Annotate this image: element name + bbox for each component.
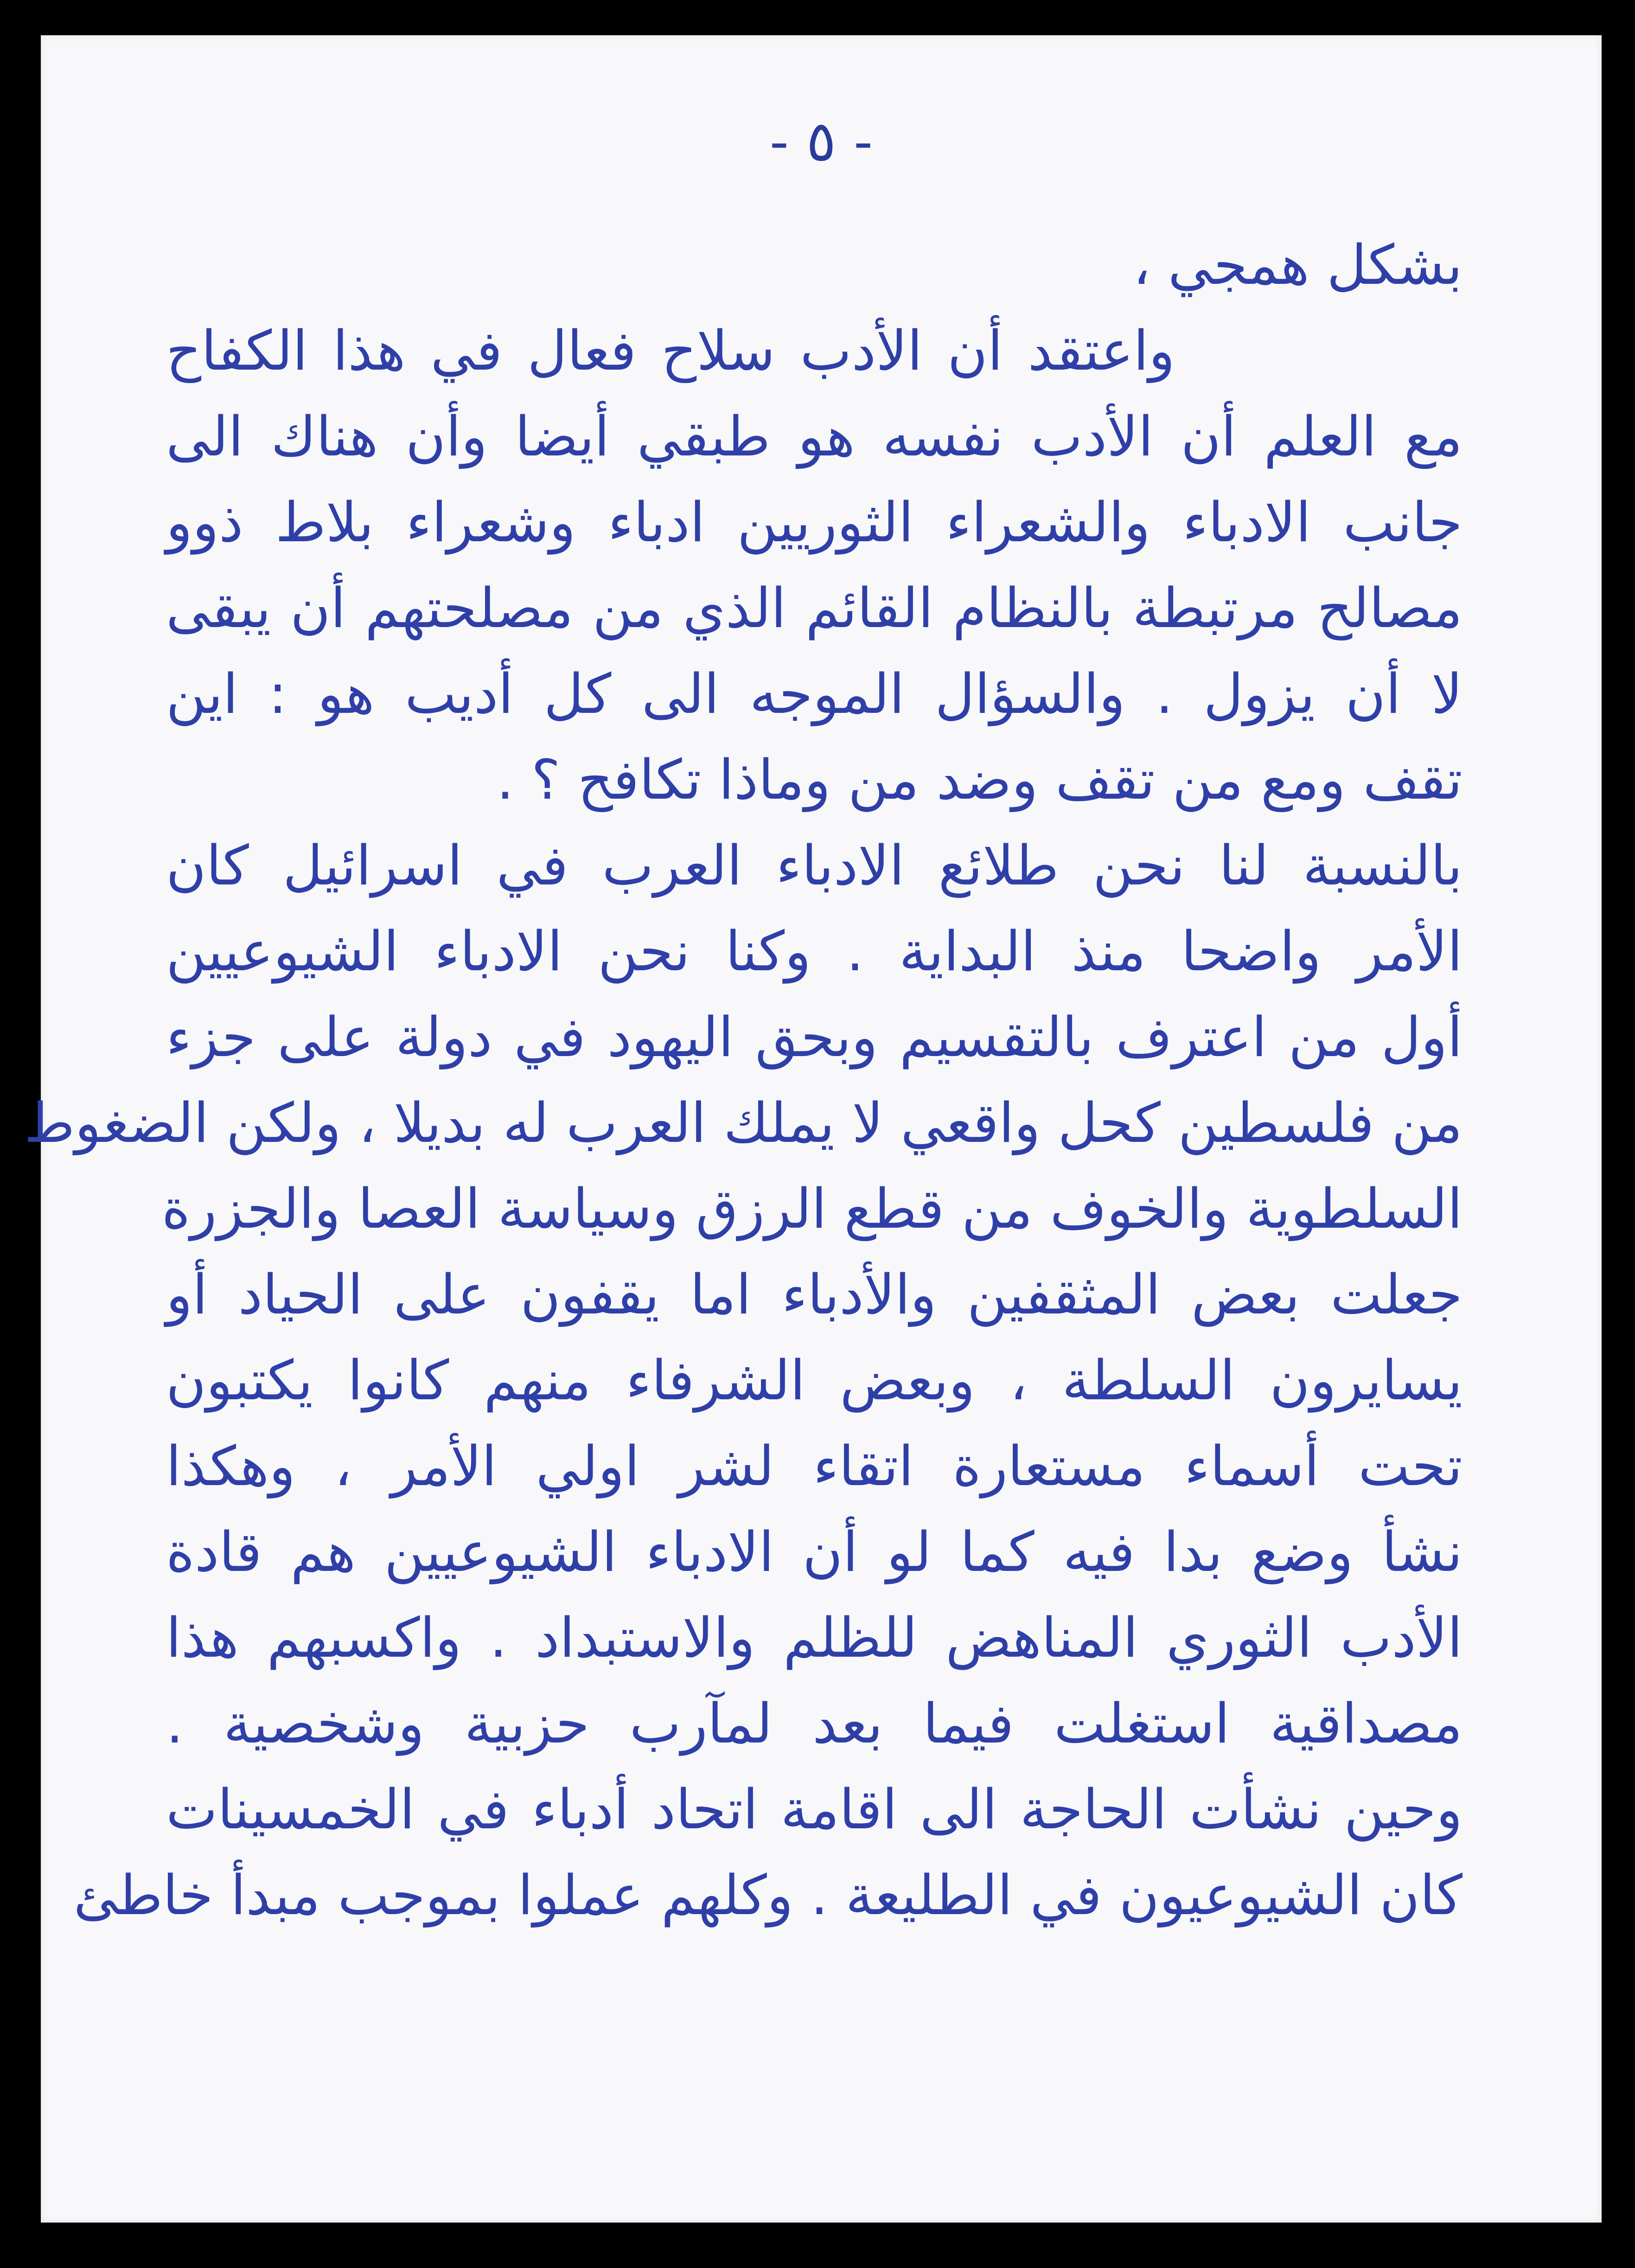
text-line: بالنسبة لنا نحن طلائع الادباء العرب في اسرائيل كان <box>166 833 1463 897</box>
manuscript-page <box>24 35 1602 2223</box>
text-line: أول من اعترف بالتقسيم وبحق اليهود في دولة على جزء <box>166 1005 1463 1069</box>
text-line: لا أن يزول . والسؤال الموجه الى كل أديب هو : اين <box>166 662 1463 726</box>
text-line: كان الشيوعيون في الطليعة . وكلهم عملوا بموجب مبدأ خاطئ <box>73 1863 1463 1927</box>
text-line: الأمر واضحا منذ البداية . وكنا نحن الادباء الشيوعيين <box>166 919 1463 983</box>
text-line: بشكل همجي ، <box>1133 233 1463 297</box>
text-line: جانب الادباء والشعراء الثوريين ادباء وشعراء بلاط ذوو <box>166 490 1463 554</box>
text-line: الأدب الثوري المناهض للظلم والاستبداد . واكسبهم هذا <box>166 1606 1463 1670</box>
text-line: تحت أسماء مستعارة اتقاء لشر اولي الأمر ، وهكذا <box>166 1434 1463 1498</box>
text-line: مصالح مرتبطة بالنظام القائم الذي من مصلحتهم أن يبقى <box>166 576 1463 640</box>
text-line: جعلت بعض المثقفين والأدباء اما يقفون على الحياد أو <box>166 1262 1463 1326</box>
text-line: واعتقد أن الأدب سلاح فعال في هذا الكفاح <box>166 319 1175 383</box>
text-line: نشأ وضع بدا فيه كما لو أن الادباء الشيوعيين هم قادة <box>166 1520 1463 1584</box>
text-line: من فلسطين كحل واقعي لا يملك العرب له بديلا ، ولكن الضغوط <box>24 1091 1463 1155</box>
page-number: - ٥ - <box>770 109 873 174</box>
text-line: مصداقية استغلت فيما بعد لمآرب حزبية وشخصية . <box>166 1691 1463 1755</box>
text-line: السلطوية والخوف من قطع الرزق وسياسة العصا والجزرة <box>161 1177 1463 1241</box>
text-line: يسايرون السلطة ، وبعض الشرفاء منهم كانوا يكتبون <box>166 1348 1463 1412</box>
text-line: مع العلم أن الأدب نفسه هو طبقي أيضا وأن هناك الى <box>166 404 1463 468</box>
text-line: وحين نشأت الحاجة الى اقامة اتحاد أدباء في الخمسينات <box>166 1777 1463 1841</box>
text-line: تقف ومع من تقف وضد من وماذا تكافح ؟ . <box>496 748 1463 812</box>
